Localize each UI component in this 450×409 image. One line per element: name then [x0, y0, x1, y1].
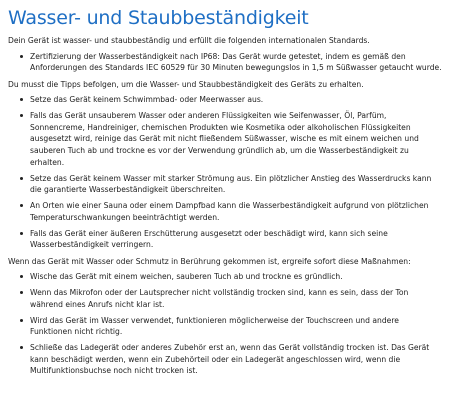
list-item-text: Falls das Gerät einer äußeren Erschütterung ausgesetzt oder beschädigt wird, kann sich seine Wasserbeständigkeit verringern. — [30, 228, 388, 250]
tips-list — [8, 94, 442, 250]
list-item-text: Schließe das Ladegerät oder anderes Zubehör erst an, wenn das Gerät vollständig trocken ist. Das Gerät kann beschädigt werden, wenn ein Zubehörteil oder ein Ladegerät angeschlossen wird, wenn die Multifunktionsbuchse noch nicht trocken ist. — [30, 343, 430, 376]
page-title: Wasser- und Staubbeständigkeit — [8, 7, 309, 29]
contact-intro-paragraph: Wenn das Gerät mit Wasser oder Schmutz in Berührung gekommen ist, ergreife sofort diese Maßnahmen: — [8, 256, 411, 266]
list-item — [30, 173, 442, 196]
list-item — [30, 94, 442, 106]
list-item — [30, 342, 442, 377]
tips-intro-paragraph: Du musst die Tipps befolgen, um die Wasser- und Staubbeständigkeit des Geräts zu erhalten. — [8, 79, 364, 89]
bullet-icon — [20, 98, 23, 101]
list-item-text: Zertifizierung der Wasserbeständigkeit nach IP68: Das Gerät wurde getestet, indem es gemäß den Anforderungen des Standards IEC 60529 für 30 Minuten bewegungslos in 1,5 m Süßwasser getaucht wurde. — [30, 51, 442, 73]
list-item-text: An Orten wie einer Sauna oder einem Dampfbad kann die Wasserbeständigkeit aufgrund von plötzlichen Temperaturschwankungen beeinträchtigt werden. — [30, 201, 429, 222]
list-item-text: Wenn das Mikrofon oder der Lautsprecher nicht vollständig trocken sind, kann es sein, dass der Ton während eines Anrufs nicht klar ist. — [30, 288, 409, 309]
bullet-icon — [20, 275, 23, 278]
contact-list — [8, 271, 442, 377]
bullet-icon — [20, 204, 23, 207]
list-item — [30, 271, 442, 283]
list-item — [30, 228, 442, 251]
bullet-icon — [20, 232, 23, 235]
list-item — [30, 200, 442, 223]
bullet-icon — [20, 114, 23, 117]
list-item-text: Wird das Gerät im Wasser verwendet, funktionieren möglicherweise der Touchscreen und andere Funktionen nicht richtig. — [30, 315, 399, 337]
intro-paragraph: Dein Gerät ist wasser- und staubbeständig und erfüllt die folgenden internationalen Standards. — [8, 36, 370, 45]
list-item-text: Falls das Gerät unsauberem Wasser oder anderen Flüssigkeiten wie Seifenwasser, Öl, Parfüm, Sonnencreme, Handreiniger, chemischen Produkten wie Kosmetika oder alkoholischen Flüssigkeiten ausgesetzt wird, reinige das Gerät mit nicht fließendem Süßwasser, wische es mit einem weichen und sauberen Tuch ab und trockne es vor der Verwendung gründlich ab, um die Wasserbeständigkeit zu erhalten. — [30, 111, 419, 167]
list-item — [30, 51, 442, 74]
list-item — [30, 315, 442, 338]
bullet-icon — [20, 346, 23, 349]
bullet-icon — [20, 55, 23, 58]
list-item-text: Wische das Gerät mit einem weichen, sauberen Tuch ab und trockne es gründlich. — [30, 272, 343, 282]
bullet-icon — [20, 319, 23, 322]
list-item-text: Setze das Gerät keinem Wasser mit starker Strömung aus. Ein plötzlicher Anstieg des Wasserdrucks kann die garantierte Wasserbeständigkeit überschreiten. — [30, 173, 432, 195]
certification-list — [8, 51, 442, 74]
list-item — [30, 110, 442, 168]
list-item — [30, 287, 442, 310]
bullet-icon — [20, 291, 23, 294]
list-item-text: Setze das Gerät keinem Schwimmbad- oder Meerwasser aus. — [30, 95, 264, 105]
bullet-icon — [20, 177, 23, 180]
